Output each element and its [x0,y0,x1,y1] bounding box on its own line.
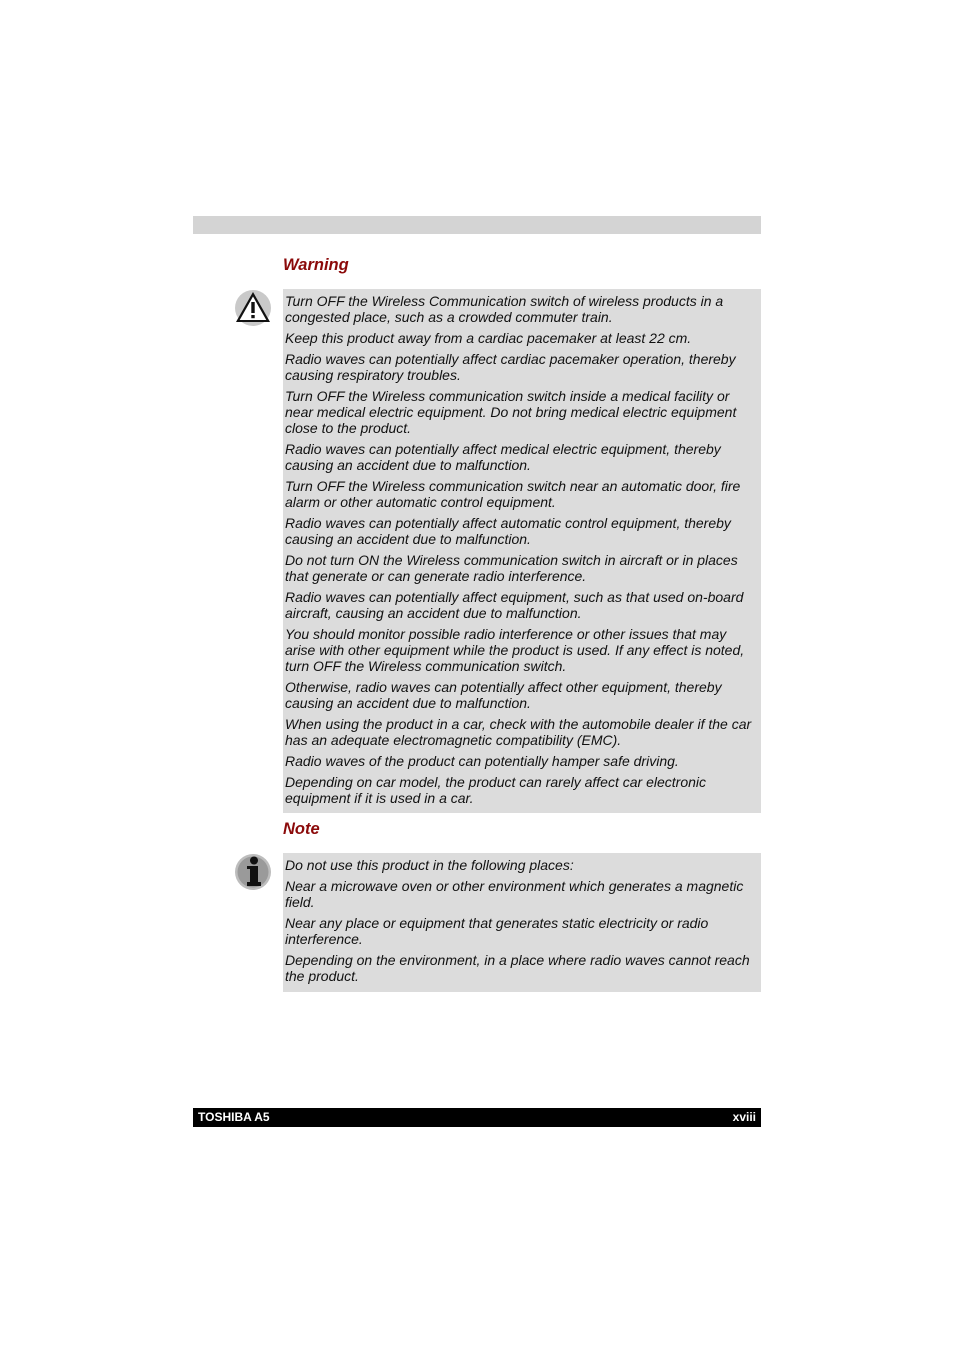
warning-paragraph: Radio waves can potentially affect equipment, such as that used on-board aircraft, causing an accident due to malfunction. [285,589,744,621]
footer-product-name: TOSHIBA A5 [198,1110,270,1124]
info-icon [234,853,272,891]
warning-paragraph: Radio waves can potentially affect cardiac pacemaker operation, thereby causing respiratory troubles. [285,351,736,383]
warning-paragraph: Turn OFF the Wireless communication switch inside a medical facility or near medical electric equipment. Do not bring medical electric equipment close to the product. [285,388,737,436]
note-panel [283,853,761,992]
warning-paragraph: Radio waves can potentially affect automatic control equipment, thereby causing an accident due to malfunction. [285,515,731,547]
note-paragraph: Near a microwave oven or other environment which generates a magnetic field. [285,878,744,910]
warning-paragraph: When using the product in a car, check with the automobile dealer if the car has an adequate electromagnetic compatibility (EMC). [285,716,752,748]
warning-heading: Warning [283,256,349,274]
note-paragraph: Near any place or equipment that generates static electricity or radio interference. [285,915,709,947]
warning-paragraph: Turn OFF the Wireless communication switch near an automatic door, fire alarm or other automatic control equipment. [285,478,741,510]
note-heading: Note [283,820,320,838]
footer-page-number: xviii [732,1110,756,1124]
warning-paragraph: Do not turn ON the Wireless communication switch in aircraft or in places that generate or can generate radio interference. [285,552,738,584]
warning-paragraph: You should monitor possible radio interference or other issues that may arise with other equipment while the product is used. If any effect is noted, turn OFF the Wireless communication switch. [285,626,745,674]
warning-paragraph: Radio waves can potentially affect medical electric equipment, thereby causing an accident due to malfunction. [285,441,721,473]
warning-paragraph: Radio waves of the product can potentially hamper safe driving. [285,753,679,769]
warning-paragraph: Depending on car model, the product can rarely affect car electronic equipment if it is used in a car. [285,774,707,806]
warning-paragraph: Turn OFF the Wireless Communication switch of wireless products in a congested place, such as a crowded commuter train. [285,293,724,325]
header-bar [193,216,761,234]
note-paragraph: Do not use this product in the following places: [285,857,574,873]
warning-panel [283,289,761,813]
warning-triangle-icon [234,289,272,327]
note-paragraph: Depending on the environment, in a place where radio waves cannot reach the product. [285,952,750,984]
warning-paragraph: Keep this product away from a cardiac pacemaker at least 22 cm. [285,330,692,346]
page-footer [193,1108,761,1127]
warning-paragraph: Otherwise, radio waves can potentially affect other equipment, thereby causing an accident due to malfunction. [285,679,722,711]
